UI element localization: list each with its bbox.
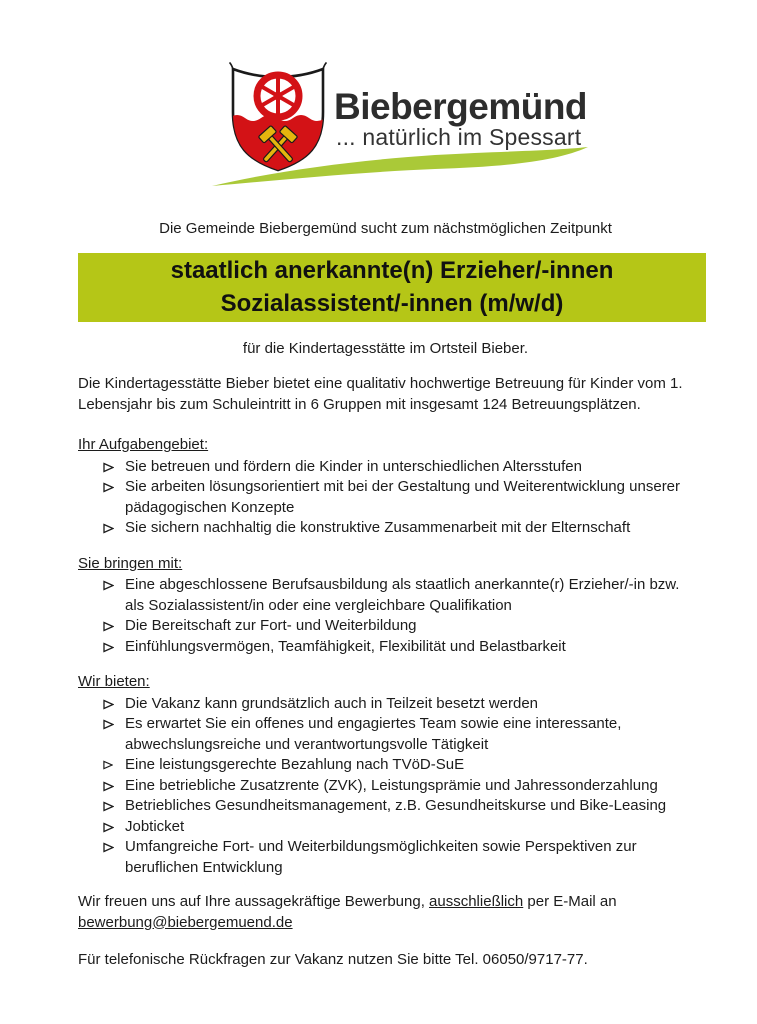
list-item (103, 637, 693, 658)
list-item-text: Sie sichern nachhaltig die konstruktive Zusammenarbeit mit der Elternschaft (125, 519, 631, 536)
list-item (103, 817, 693, 838)
arrow-bullet-icon (103, 457, 125, 473)
list-item (103, 457, 693, 478)
job-title-line-2: Sozialassistent/-innen (m/w/d) (220, 289, 564, 317)
closing-paragraph (78, 892, 693, 933)
section-heading: Wir bieten: (78, 673, 150, 690)
list-item (103, 776, 693, 797)
arrow-bullet-icon (103, 796, 125, 812)
list-item (103, 616, 693, 637)
list-item (103, 575, 693, 616)
job-title-line-1: staatlich anerkannte(n) Erzieher/-innen (170, 257, 614, 284)
section-heading: Sie bringen mit: (78, 554, 183, 572)
contact-line: Für telefonische Rückfragen zur Vakanz nutzen Sie bitte Tel. 06050/9717-77. (78, 951, 588, 968)
list-item-text: Die Vakanz kann grundsätzlich auch in Teilzeit besetzt werden (125, 694, 539, 712)
list-item-text: Sie betreuen und fördern die Kinder in unterschiedlichen Altersstufen (125, 457, 582, 475)
list-item-text: Jobticket (125, 817, 185, 835)
closing-text: per E-Mail an (523, 893, 617, 910)
section-aufgabengebiet (78, 435, 693, 539)
arrow-bullet-icon (103, 776, 125, 792)
requirements-list (78, 575, 693, 657)
municipality-name: Biebergemünd (334, 86, 588, 127)
task-list (78, 457, 693, 539)
arrow-bullet-icon (103, 755, 125, 770)
municipality-tagline: ... natürlich im Spessart (336, 124, 582, 150)
arrow-bullet-icon (103, 575, 125, 591)
section-heading: Ihr Aufgabengebiet: (78, 436, 209, 453)
list-item (103, 755, 693, 776)
list-item (103, 518, 693, 539)
arrow-bullet-icon (103, 477, 125, 493)
job-posting-body (0, 220, 757, 971)
list-item-text: Es erwartet Sie ein offenes und engagiertes Team sowie eine interessante, abwechslungsreiche und verantwortungsvolle Tätigkeit (125, 715, 622, 753)
arrow-bullet-icon (103, 637, 125, 653)
closing-text: Wir freuen uns auf Ihre aussagekräftige Bewerbung, (78, 893, 430, 910)
closing-emphasis: ausschließlich (429, 893, 524, 910)
list-item-text: Eine betriebliche Zusatzrente (ZVK), Leistungsprämie und Jahressonderzahlung (125, 776, 658, 794)
list-item (103, 714, 693, 755)
list-item-text: Einfühlungsvermögen, Teamfähigkeit, Flexibilität und Belastbarkeit (125, 637, 566, 655)
arrow-bullet-icon (103, 694, 125, 710)
list-item (103, 694, 693, 715)
list-item-text: Eine abgeschlossene Berufsausbildung als staatlich anerkannte(r) Erzieher/-in bzw. als Sozialassistent/in oder eine vergleichbare Qualifikation (125, 576, 680, 614)
list-item-text: Betriebliches Gesundheitsmanagement, z.B. Gesundheitskurse und Bike-Leasing (125, 797, 667, 814)
arrow-bullet-icon (103, 817, 125, 833)
list-item-text: Die Bereitschaft zur Fort- und Weiterbildung (125, 617, 417, 634)
job-title-banner (78, 253, 706, 322)
benefits-list (78, 694, 693, 879)
list-item (103, 837, 693, 878)
list-item-text: Eine leistungsgerechte Bezahlung nach TVöD-SuE (125, 756, 465, 773)
list-item (103, 796, 693, 817)
section-wir-bieten (78, 672, 693, 878)
list-item-text: Sie arbeiten lösungsorientiert mit bei der Gestaltung und Weiterentwicklung unserer pädagogischen Konzepte (125, 478, 681, 516)
intro-line: Die Gemeinde Biebergemünd sucht zum nächstmöglichen Zeitpunkt (159, 220, 612, 237)
email-link[interactable]: bewerbung@biebergemuend.de (78, 913, 293, 931)
section-sie-bringen-mit (78, 554, 693, 658)
description-paragraph: Die Kindertagesstätte Bieber bietet eine qualitativ hochwertige Betreuung für Kinder vom 1. Lebensjahr bis zum Schuleintritt in 6 Gruppen mit insgesamt 124 Betreuungsplätzen. (78, 375, 683, 413)
list-item-text: Umfangreiche Fort- und Weiterbildungsmöglichkeiten sowie Perspektiven zur beruflichen Entwicklung (125, 838, 637, 876)
arrow-bullet-icon (103, 518, 125, 534)
arrow-bullet-icon (103, 837, 125, 853)
arrow-bullet-icon (103, 616, 125, 632)
list-item (103, 477, 693, 518)
coat-of-arms-icon (229, 60, 327, 174)
arrow-bullet-icon (103, 714, 125, 730)
subtitle-line: für die Kindertagesstätte im Ortsteil Bieber. (242, 340, 529, 357)
logo-header (0, 0, 757, 210)
